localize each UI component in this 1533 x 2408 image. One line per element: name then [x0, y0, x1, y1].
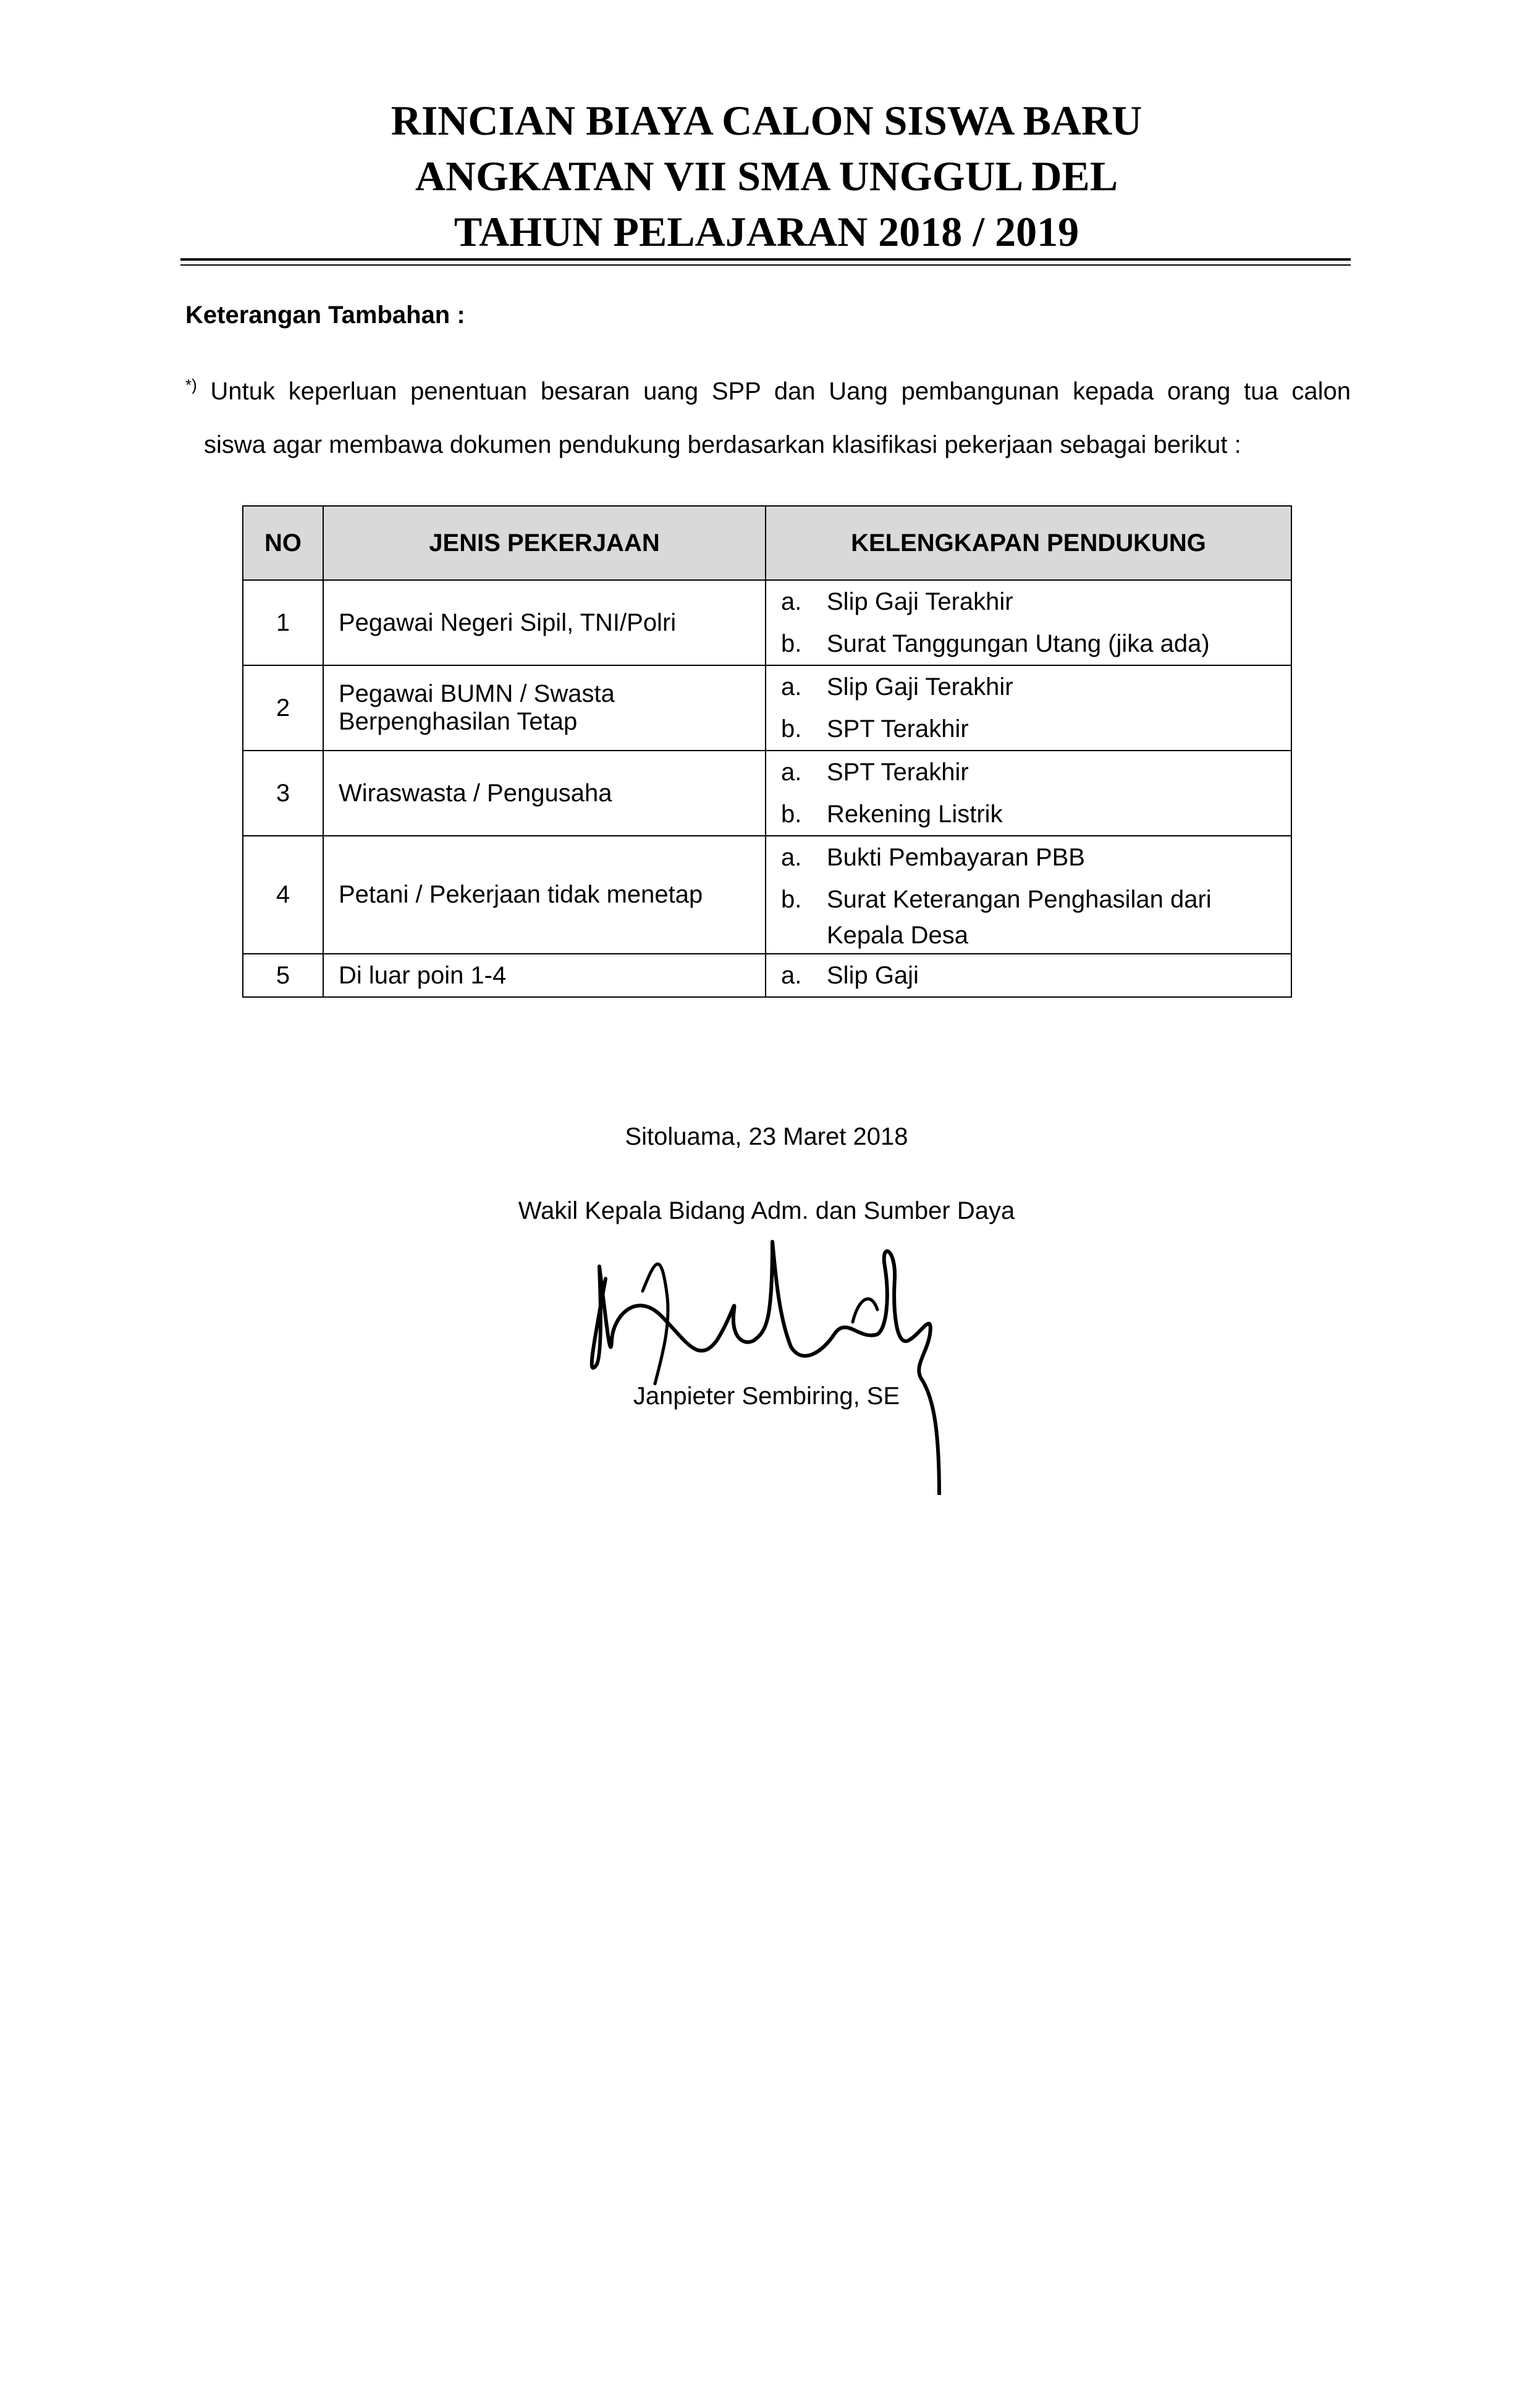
- signature-stroke: [592, 1242, 939, 1495]
- row-job-type: Pegawai Negeri Sipil, TNI/Polri: [323, 580, 766, 665]
- document-letter: a.: [781, 759, 802, 786]
- document-item: [781, 793, 1276, 835]
- row-number: 4: [243, 836, 323, 954]
- document-item: [781, 708, 1276, 750]
- row-documents: [766, 836, 1291, 954]
- table-row: [243, 665, 1291, 751]
- document-letter: b.: [781, 630, 802, 657]
- notes-paragraph-line2: siswa agar membawa dokumen pendukung berdasarkan klasifikasi pekerjaan sebagai berikut :: [204, 431, 1241, 458]
- row-number: 3: [243, 751, 323, 836]
- notes-heading: Keterangan Tambahan :: [185, 301, 465, 329]
- header-job: JENIS PEKERJAAN: [323, 506, 766, 580]
- document-text: Slip Gaji: [827, 962, 919, 989]
- document-letter: a.: [781, 673, 802, 701]
- table-row: [243, 751, 1291, 836]
- signature-stroke: [643, 1264, 668, 1384]
- title-line: RINCIAN BIAYA CALON SISWA BARU: [391, 97, 1142, 144]
- document-letter: a.: [781, 962, 802, 989]
- notes-paragraph-text: Untuk keperluan penentuan besaran uang SPP dan Uang pembangunan kepada orang tua calon: [210, 377, 1351, 405]
- table-row: [243, 580, 1291, 665]
- notes-paragraph-line1: [185, 376, 1351, 405]
- table-body: [243, 580, 1291, 997]
- title-divider-thick: [180, 258, 1351, 261]
- document-text: SPT Terakhir: [827, 715, 969, 743]
- row-number: 2: [243, 665, 323, 751]
- signer-position: Wakil Kepala Bidang Adm. dan Sumber Daya: [518, 1197, 1015, 1224]
- document-item: [781, 581, 1276, 623]
- document-title: [0, 93, 1533, 259]
- row-documents: [766, 954, 1291, 997]
- signature-stroke: [853, 1299, 877, 1322]
- table-header-row: [243, 506, 1291, 580]
- row-documents: [766, 751, 1291, 836]
- signature-image: [568, 1223, 989, 1495]
- document-text: Slip Gaji Terakhir: [827, 588, 1013, 615]
- document-letter: b.: [781, 886, 802, 913]
- document-item: [781, 751, 1276, 793]
- document-item: [781, 878, 1276, 953]
- document-text: Slip Gaji Terakhir: [827, 673, 1013, 701]
- row-number: 1: [243, 580, 323, 665]
- document-text: Bukti Pembayaran PBB: [827, 844, 1085, 871]
- header-no: NO: [243, 506, 323, 580]
- row-job-type: Di luar poin 1-4: [323, 954, 766, 997]
- documents-table: [242, 505, 1292, 998]
- document-item: [781, 954, 1276, 996]
- title-divider-thin: [180, 264, 1351, 266]
- document-item: [781, 666, 1276, 708]
- document-item: [781, 836, 1276, 878]
- row-documents: [766, 665, 1291, 751]
- document-text: Surat Tanggungan Utang (jika ada): [827, 630, 1210, 657]
- footnote-marker: *): [185, 376, 197, 394]
- header-docs: KELENGKAPAN PENDUKUNG: [766, 506, 1291, 580]
- document-letter: a.: [781, 588, 802, 615]
- table-row: [243, 954, 1291, 997]
- document-letter: b.: [781, 801, 802, 828]
- title-line: TAHUN PELAJARAN 2018 / 2019: [454, 208, 1079, 255]
- row-job-type: Petani / Pekerjaan tidak menetap: [323, 836, 766, 954]
- document-letter: a.: [781, 844, 802, 871]
- row-number: 5: [243, 954, 323, 997]
- place-date: Sitoluama, 23 Maret 2018: [625, 1123, 908, 1150]
- document-letter: b.: [781, 715, 802, 743]
- row-job-type: Wiraswasta / Pengusaha: [323, 751, 766, 836]
- document-text: Rekening Listrik: [827, 801, 1003, 828]
- document-text: SPT Terakhir: [827, 759, 969, 786]
- row-job-type: Pegawai BUMN / Swasta Berpenghasilan Tetap: [323, 665, 766, 751]
- document-text: Surat Keterangan Penghasilan dari Kepala Desa: [827, 886, 1212, 949]
- title-line: ANGKATAN VII SMA UNGGUL DEL: [415, 153, 1118, 200]
- table-row: [243, 836, 1291, 954]
- signer-name: Janpieter Sembiring, SE: [633, 1383, 900, 1410]
- row-documents: [766, 580, 1291, 665]
- document-item: [781, 623, 1276, 665]
